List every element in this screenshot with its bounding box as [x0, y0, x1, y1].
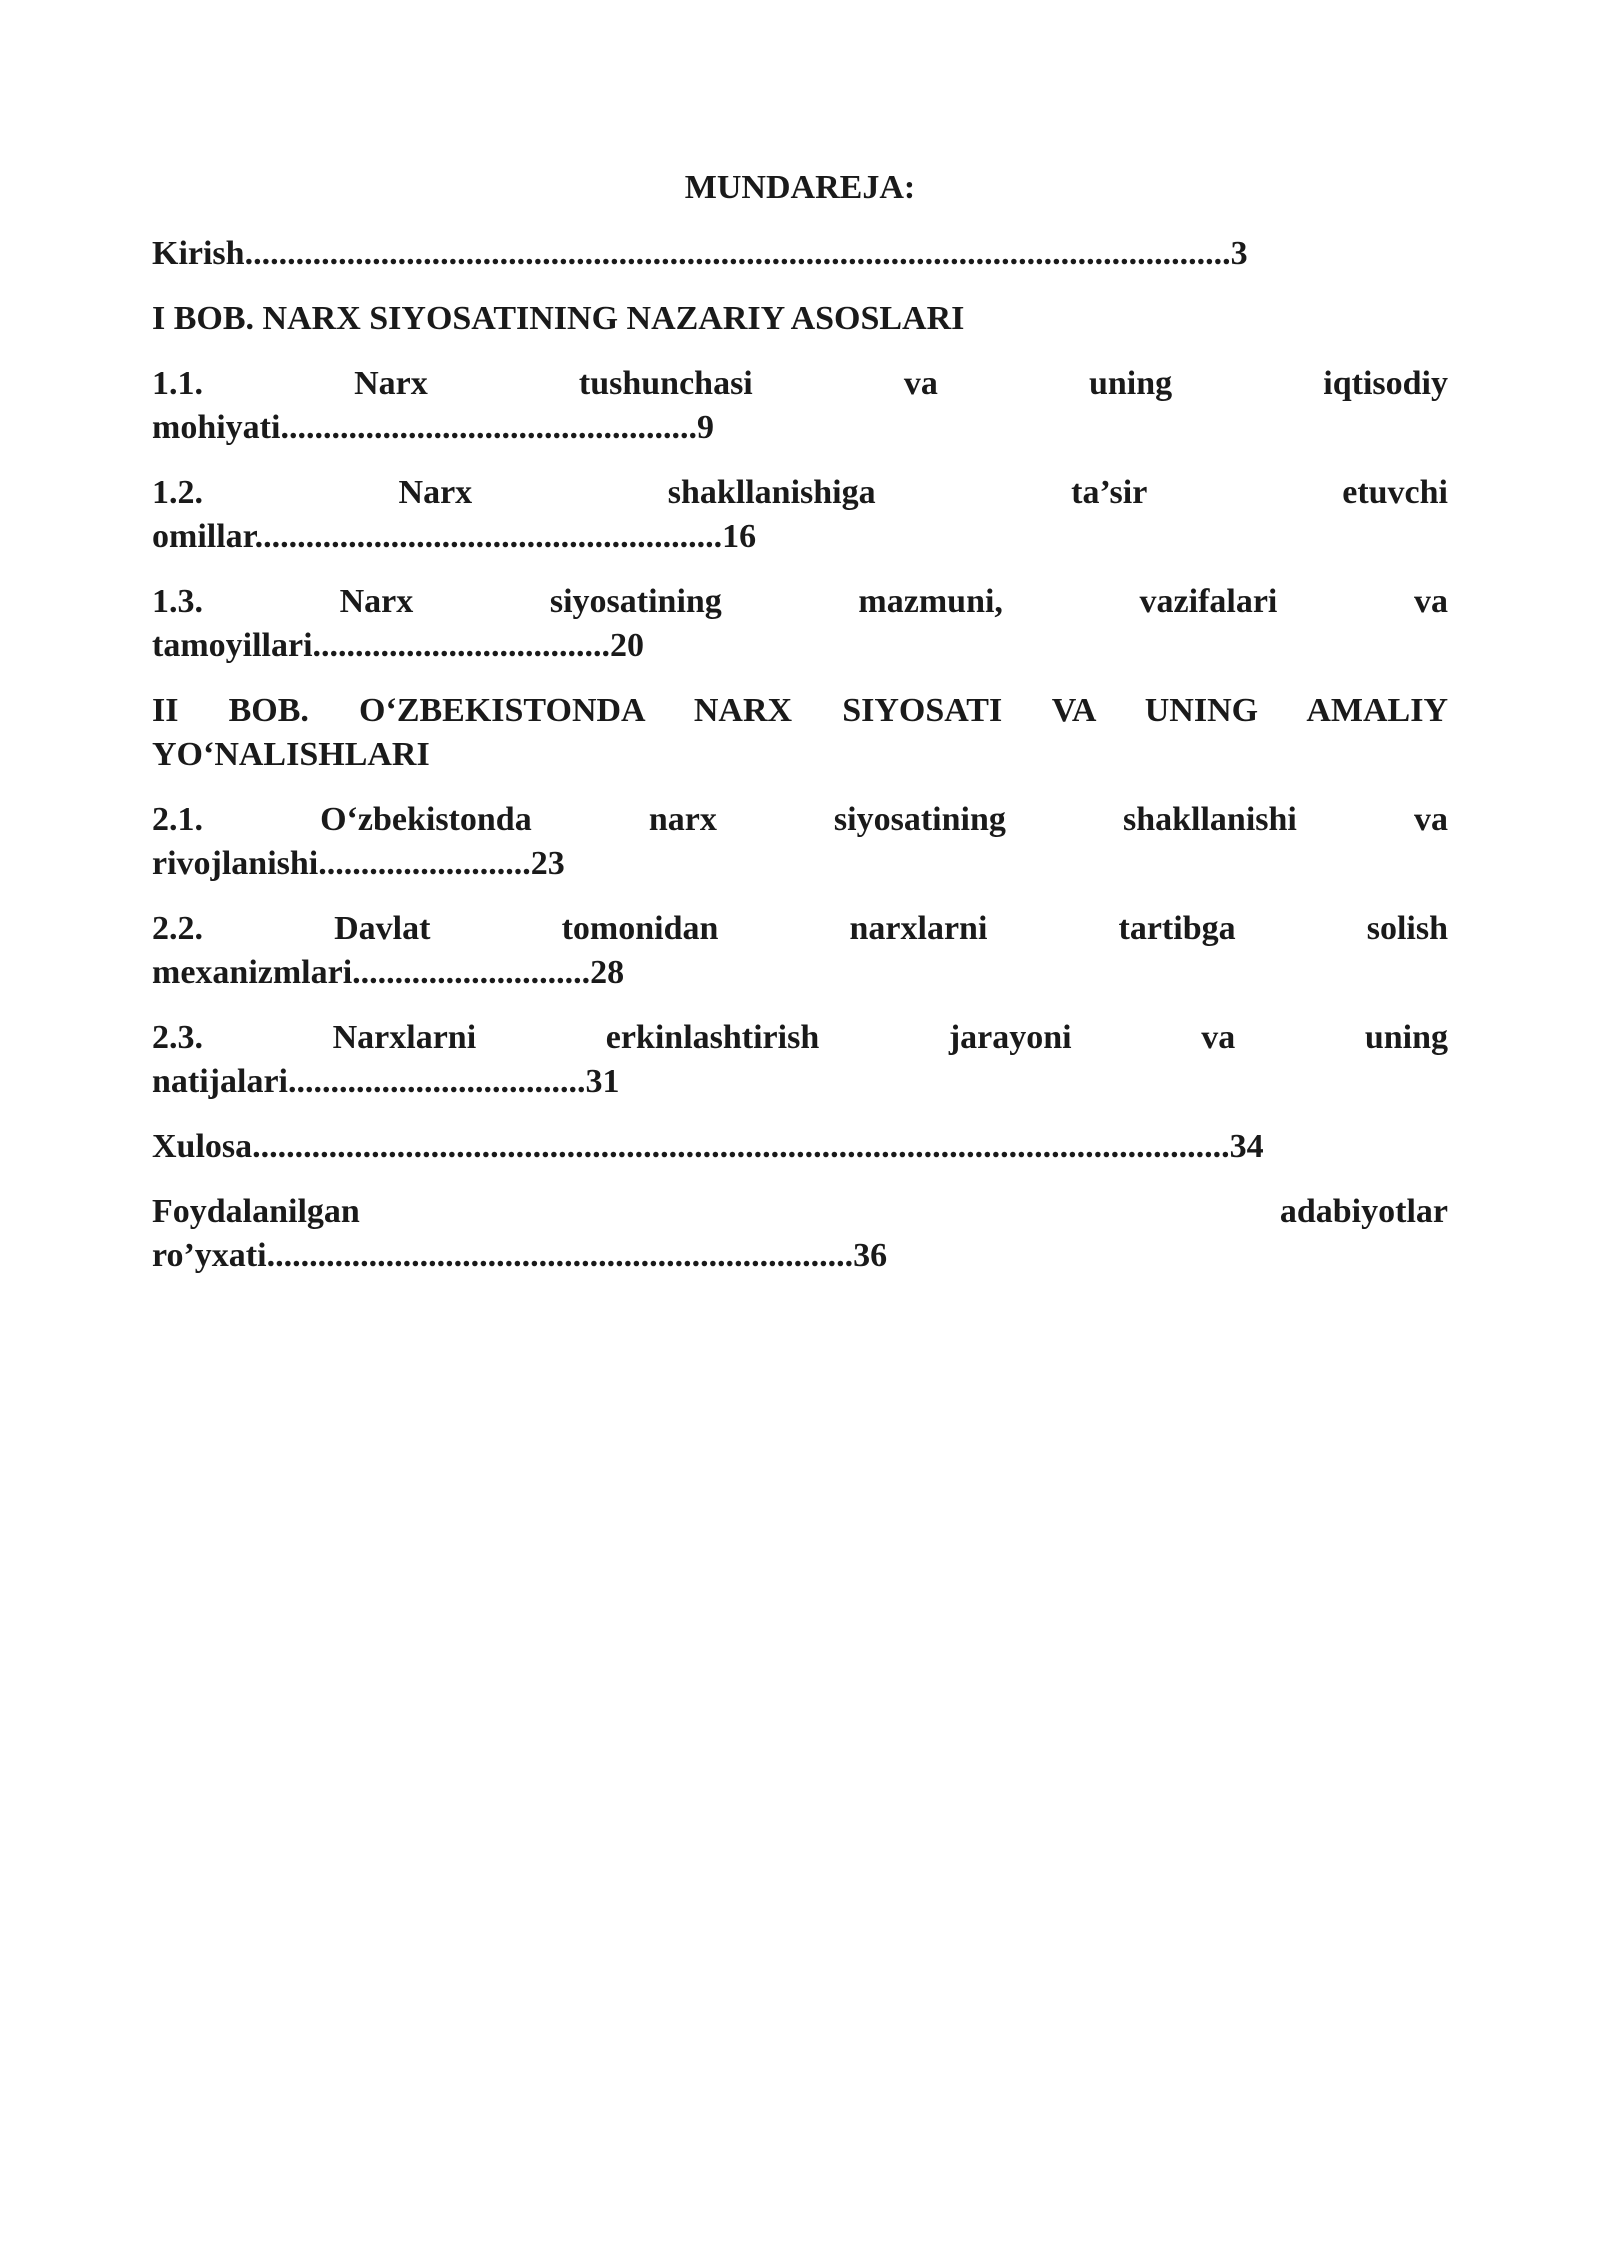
toc-entry-line2: [152, 406, 1448, 450]
toc-entry-line1: Foydalanilgan adabiyotlar: [152, 1193, 1448, 1230]
toc-entry-1-3[interactable]: [152, 580, 1448, 668]
chapter-heading-line2: YO‘NALISHLARI: [152, 736, 430, 773]
toc-entry-line: [152, 232, 1448, 276]
toc-entry-2-2[interactable]: [152, 907, 1448, 995]
toc-entry-text: ro’yxati: [152, 1237, 267, 1274]
toc-entry-text: mohiyati: [152, 409, 281, 446]
toc-entry-text: rivojlanishi: [152, 845, 319, 882]
toc-entry-line1: 1.3. Narx siyosatining mazmuni, vazifalari va: [152, 583, 1448, 620]
toc-entry-adabiyotlar[interactable]: [152, 1190, 1448, 1278]
toc-entry-line: [152, 1125, 1448, 1169]
chapter-heading: I BOB. NARX SIYOSATINING NAZARIY ASOSLARI: [152, 300, 965, 337]
toc-entry-line1: 2.1. O‘zbekistonda narx siyosatining shakllanishi va: [152, 801, 1448, 838]
toc-entry-text: Xulosa: [152, 1128, 253, 1165]
toc-entry-2-3[interactable]: [152, 1016, 1448, 1104]
toc-leader-dots: ....................................................................................................................: [244, 235, 1231, 272]
toc-leader-dots: .........................: [318, 845, 531, 882]
toc-entry-kirish[interactable]: [152, 232, 1448, 276]
toc-entry-line2: [152, 515, 1448, 559]
chapter-heading-line1: II BOB. O‘ZBEKISTONDA NARX SIYOSATI VA UNING AMALIY: [152, 692, 1448, 729]
table-of-contents: [152, 166, 1448, 1299]
toc-page-number: 23: [530, 845, 565, 882]
toc-page-number: 28: [590, 954, 625, 991]
toc-entry-1-1[interactable]: [152, 362, 1448, 450]
toc-page-number: 20: [610, 627, 645, 664]
toc-entry-text: Kirish: [152, 235, 245, 272]
toc-entry-line2: [152, 1060, 1448, 1104]
toc-entry-line2: [152, 1234, 1448, 1278]
toc-leader-dots: ...................................: [312, 627, 611, 664]
toc-entry-line2: [152, 624, 1448, 668]
toc-chapter-1[interactable]: [152, 297, 1448, 341]
toc-entry-line1: 2.3. Narxlarni erkinlashtirish jarayoni va uning: [152, 1019, 1448, 1056]
toc-leader-dots: ...................................: [287, 1063, 586, 1100]
toc-page-number: 3: [1230, 235, 1248, 272]
toc-entry-line1: 1.1. Narx tushunchasi va uning iqtisodiy: [152, 365, 1448, 402]
toc-entry-text: mexanizmlari: [152, 954, 353, 991]
toc-page-number: 31: [585, 1063, 620, 1100]
toc-page-number: 16: [722, 518, 757, 555]
toc-page-number: 34: [1229, 1128, 1264, 1165]
toc-entry-line1: 2.2. Davlat tomonidan narxlarni tartibga solish: [152, 910, 1448, 947]
toc-entry-line2: [152, 951, 1448, 995]
toc-title: MUNDAREJA:: [684, 169, 916, 206]
toc-leader-dots: .................................................: [280, 409, 697, 446]
toc-leader-dots: .....................................................................: [266, 1237, 854, 1274]
toc-page-number: 9: [696, 409, 714, 446]
toc-entry-line2: [152, 842, 1448, 886]
toc-entry-1-2[interactable]: [152, 471, 1448, 559]
toc-chapter-2[interactable]: [152, 689, 1448, 777]
toc-leader-dots: ............................: [352, 954, 591, 991]
toc-entry-line1: 1.2. Narx shakllanishiga ta’sir etuvchi: [152, 474, 1448, 511]
toc-entry-2-1[interactable]: [152, 798, 1448, 886]
toc-entry-text: omillar: [152, 518, 255, 555]
toc-entry-text: tamoyillari: [152, 627, 313, 664]
toc-entry-xulosa[interactable]: [152, 1125, 1448, 1169]
toc-leader-dots: ...................................................................................................................: [252, 1128, 1230, 1165]
toc-entry-text: natijalari: [152, 1063, 288, 1100]
toc-page-number: 36: [853, 1237, 888, 1274]
toc-leader-dots: .......................................................: [254, 518, 723, 555]
